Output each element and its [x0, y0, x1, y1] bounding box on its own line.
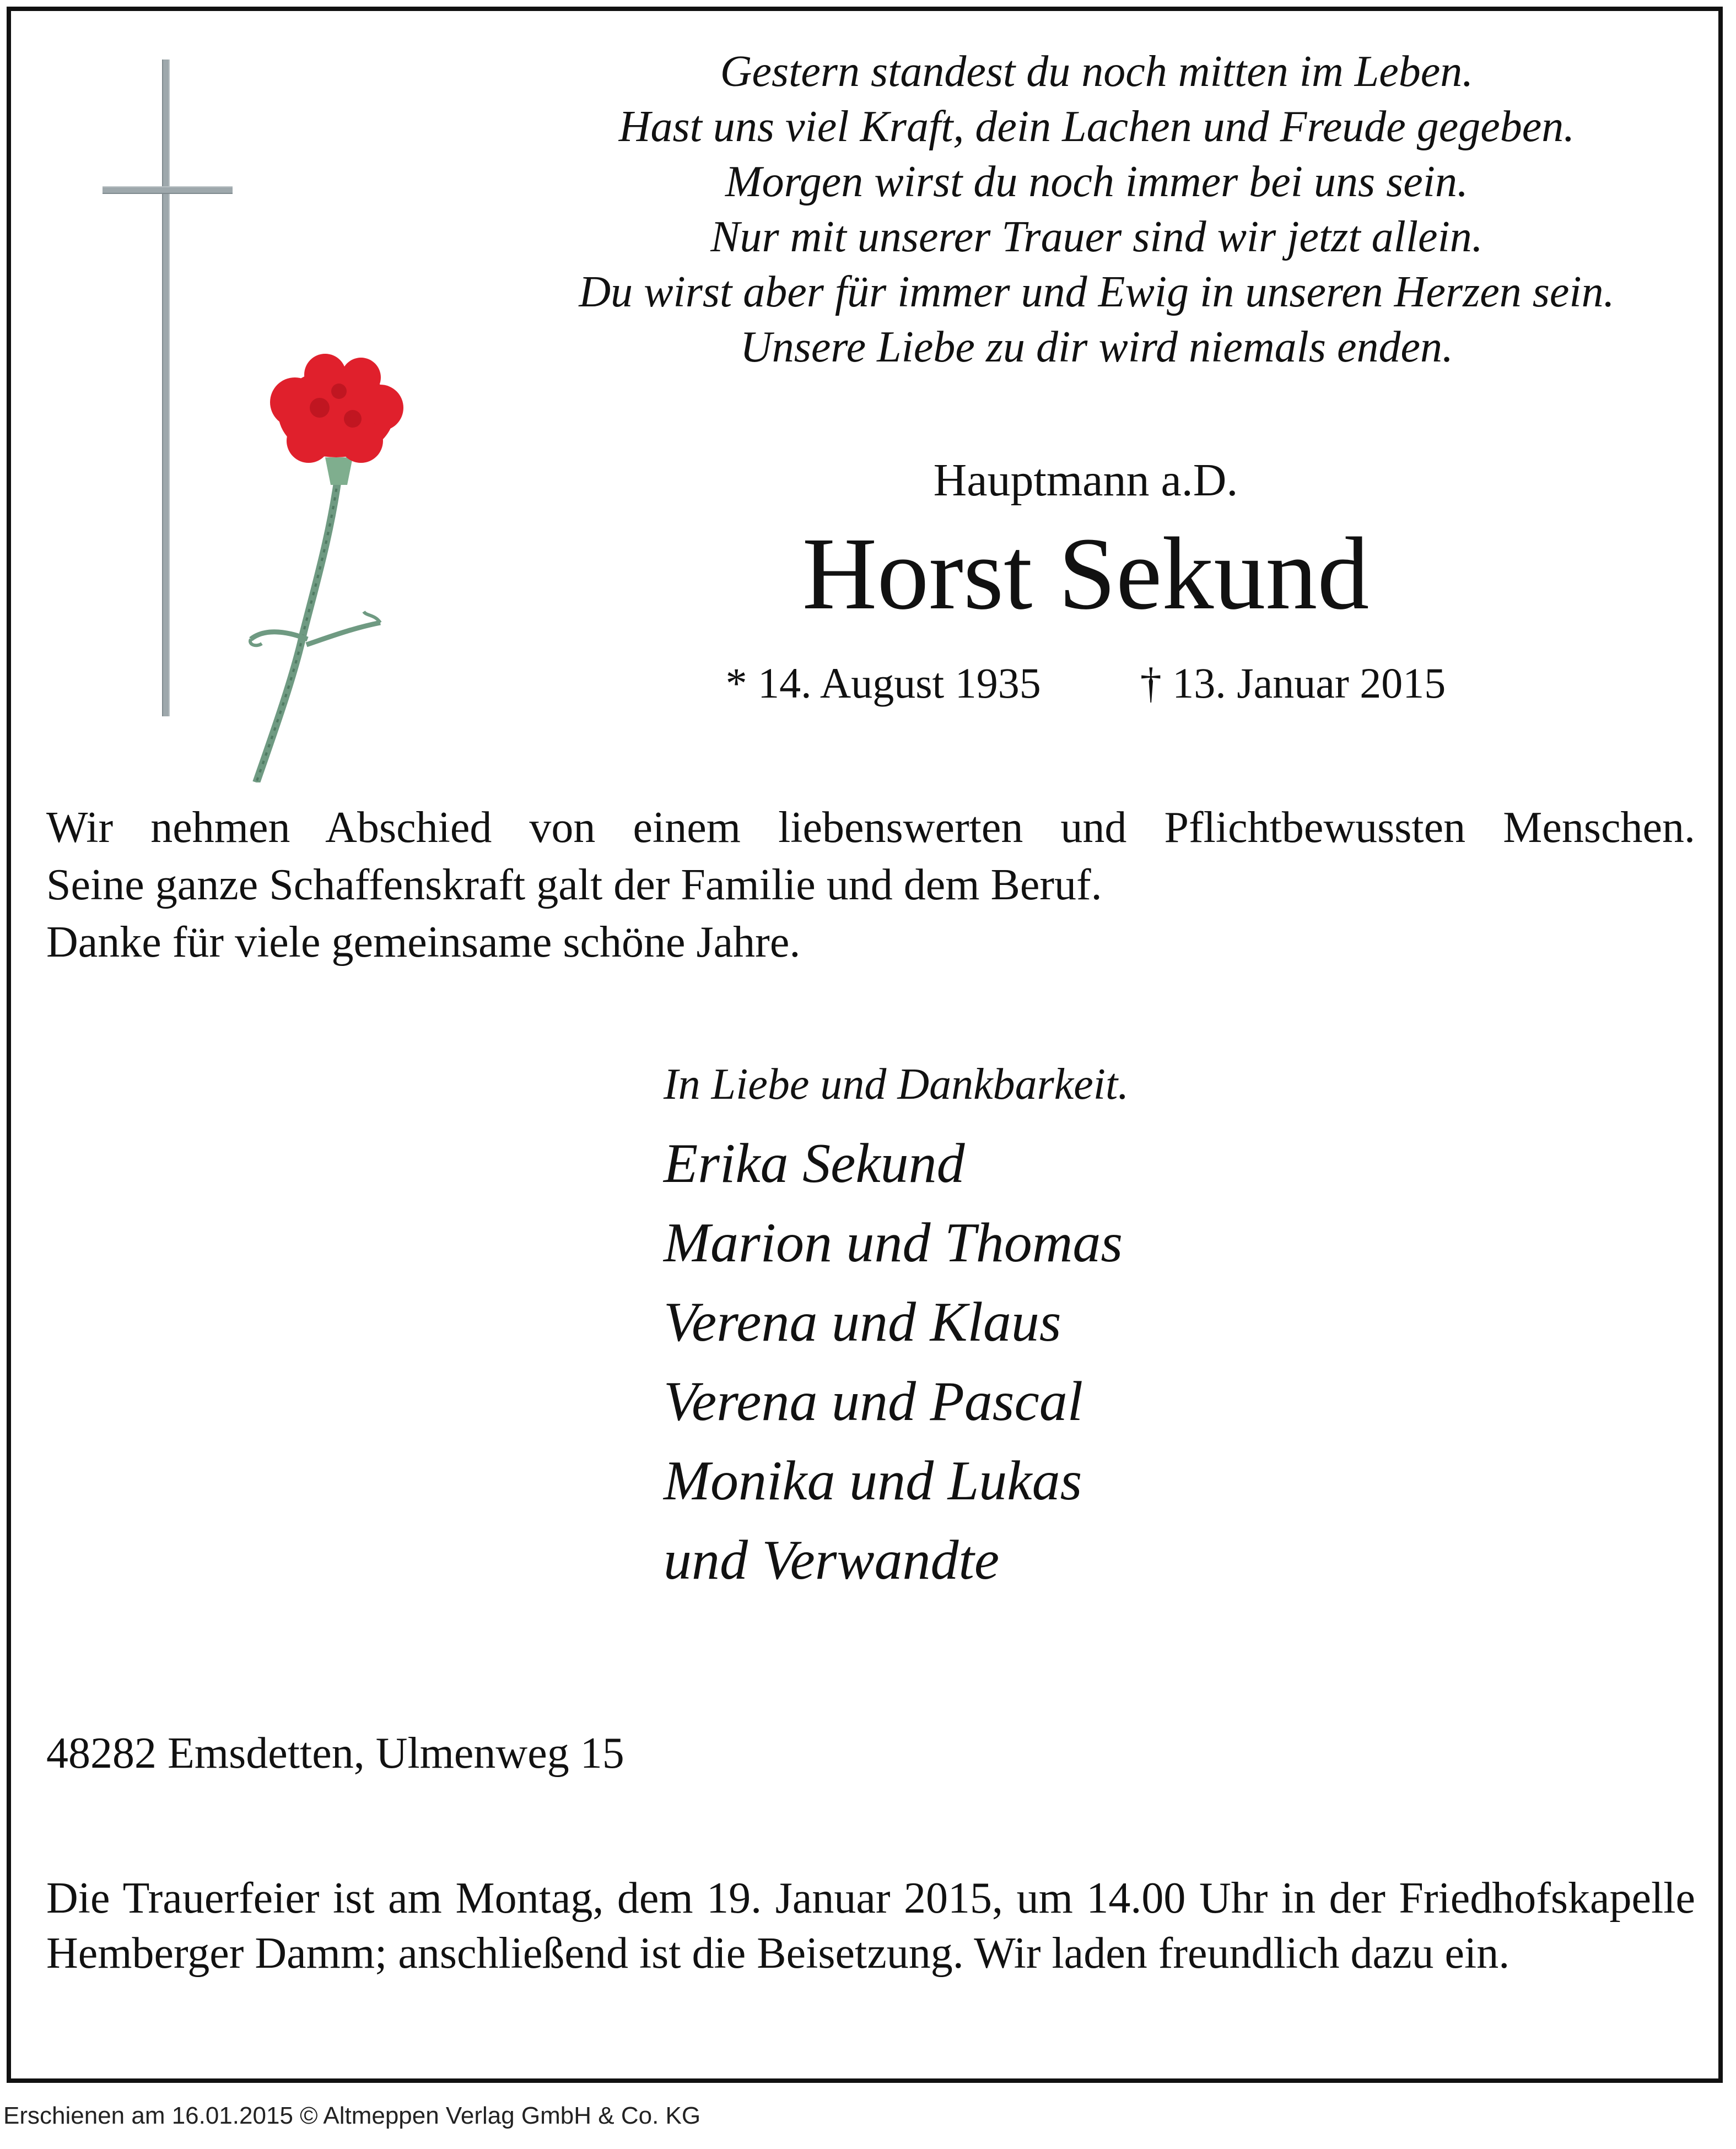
deceased-name: Horst Sekund	[802, 516, 1370, 631]
death-date: † 13. Januar 2015	[1140, 659, 1446, 707]
cross-icon	[103, 186, 233, 194]
poem-line: Hast uns viel Kraft, dein Lachen und Freude gegeben.	[618, 102, 1575, 151]
life-dates	[551, 656, 1620, 711]
poem-line: Nur mit unserer Trauer sind wir jetzt allein.	[710, 213, 1483, 261]
address: 48282 Emsdetten, Ulmenweg 15	[46, 1729, 624, 1778]
message-line: Danke für viele gemeinsame schöne Jahre.	[46, 918, 801, 966]
poem	[485, 44, 1708, 375]
mourners-list	[664, 1124, 1123, 1600]
message-line: Seine ganze Schaffenskraft galt der Familie und dem Beruf.	[46, 861, 1102, 909]
mourner: Monika und Lukas	[664, 1450, 1082, 1512]
message-line: Wir nehmen Abschied von einem liebenswerten und Pflichtbewussten Menschen.	[46, 803, 1695, 852]
birth-date: * 14. August 1935	[725, 659, 1041, 707]
service-notice: Die Trauerfeier ist am Montag, dem 19. Januar 2015, um 14.00 Uhr in der Friedhofskapelle Hemberger Damm; anschließend ist die Beisetzung. Wir laden freundlich dazu ein.	[46, 1874, 1695, 1978]
deceased-rank: Hauptmann a.D.	[933, 455, 1238, 506]
poem-line: Unsere Liebe zu dir wird niemals enden.	[740, 323, 1453, 371]
poem-line: Gestern standest du noch mitten im Leben.	[720, 47, 1474, 96]
mourner: und Verwandte	[664, 1529, 1000, 1591]
poem-line: Morgen wirst du noch immer bei uns sein.	[725, 158, 1469, 206]
mourner: Marion und Thomas	[664, 1212, 1123, 1274]
poem-line: Du wirst aber für immer und Ewig in unseren Herzen sein.	[579, 268, 1615, 316]
mourner: Verena und Pascal	[664, 1370, 1083, 1433]
publication-footer: Erschienen am 16.01.2015 © Altmeppen Verlag GmbH & Co. KG	[3, 2102, 701, 2129]
farewell-message	[46, 799, 1695, 971]
mourner: Erika Sekund	[664, 1132, 965, 1195]
mourner: Verena und Klaus	[664, 1291, 1061, 1353]
signoff: In Liebe und Dankbarkeit.	[664, 1060, 1129, 1109]
cross-icon	[162, 60, 170, 716]
carnation-icon	[242, 353, 452, 782]
